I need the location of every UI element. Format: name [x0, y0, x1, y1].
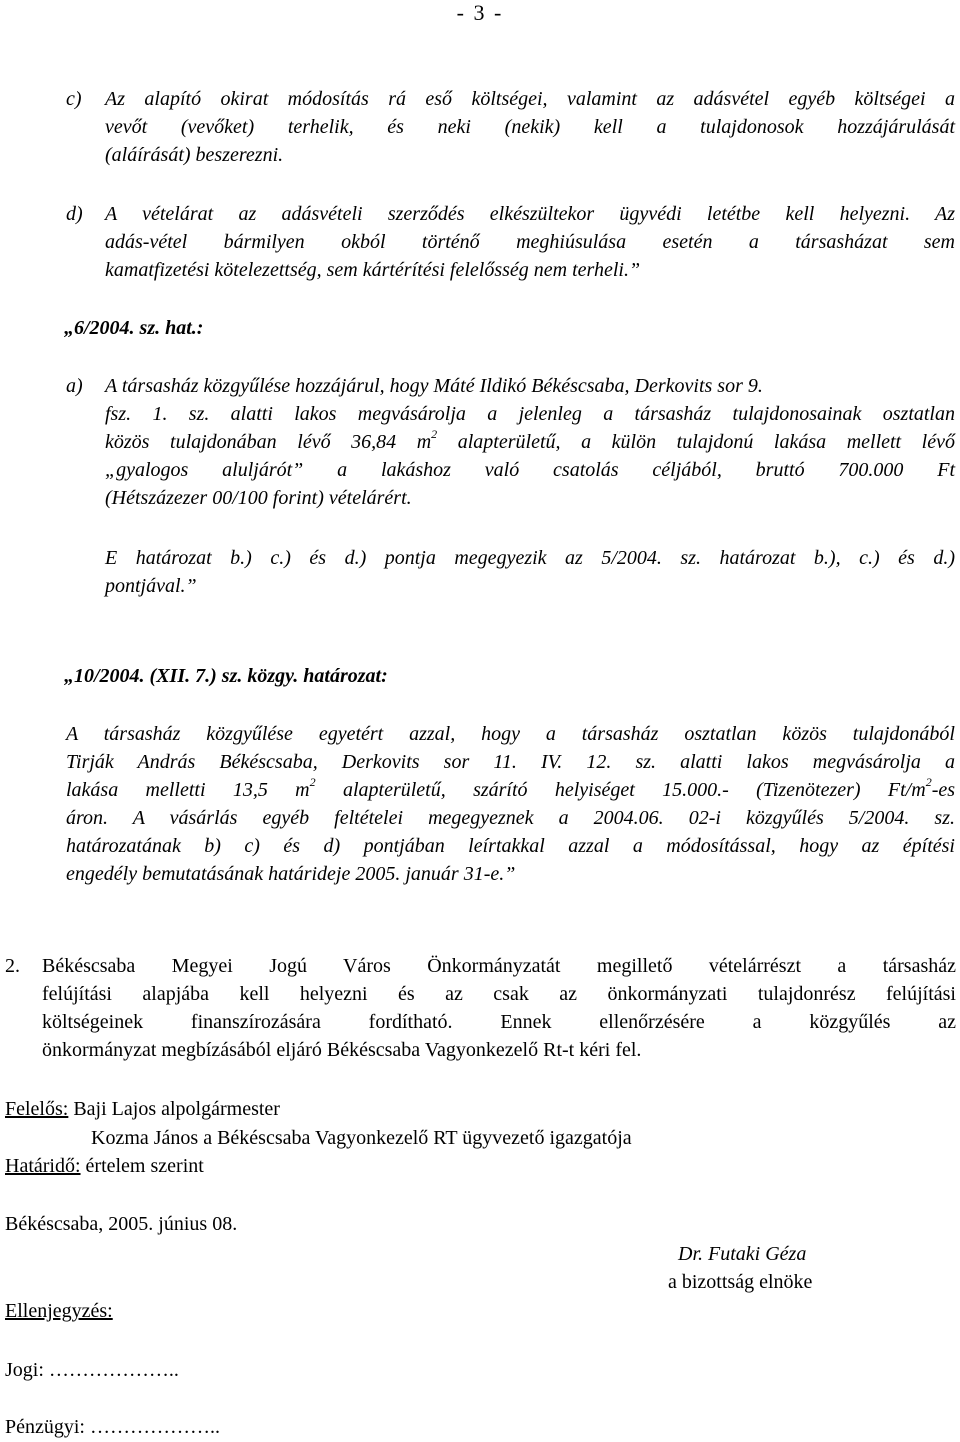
res6-item-a-label: a)	[66, 375, 83, 397]
res10-line-2: Tirják András Békéscsaba, Derkovits sor 11. IV. 12. sz. alatti lakos megvásárolja a	[66, 751, 955, 773]
page-number: - 3 -	[456, 0, 504, 25]
responsible-line	[5, 1095, 280, 1123]
res10-line-3: lakása melletti 13,5 $m^2$ alapterületű, szárító helyiséget 15.000.- (Tizenötezer) $Ft/m^2-es$	[66, 775, 956, 801]
item-d-line-2: adás-vétel bármilyen okból történő meghiúsulása esetén a társasházat sem	[105, 231, 955, 253]
point-2-line-3: költségeinek finanszírozására fordítható. Ennek ellenőrzésére a közgyűlés az	[42, 1011, 956, 1033]
place-date: Békéscsaba, 2005. június 08.	[5, 1213, 238, 1235]
deadline-line	[5, 1152, 204, 1180]
res6-e-text	[105, 544, 955, 600]
deadline-label: Határidő:	[5, 1155, 81, 1177]
responsible-name-1: Baji Lajos alpolgármester	[68, 1098, 280, 1120]
res10-line-6: engedély bemutatásának határideje 2005. január 31-e.”	[66, 863, 516, 885]
res6-a-line-1: A társasház közgyűlése hozzájárul, hogy Máté Ildikó Békéscsaba, Derkovits sor 9.	[105, 375, 763, 397]
item-c-line-3: (aláírását) beszerezni.	[105, 144, 284, 166]
res6-a-line-3: közös tulajdonában lévő 36,84 $m^2$ alapterületű, a külön tulajdonú lakása mellett lévő	[105, 427, 955, 453]
item-c-text	[105, 85, 955, 169]
countersign-label: Ellenjegyzés:	[5, 1300, 113, 1322]
point-2-line-1: Békéscsaba Megyei Jogú Város Önkormányzatát megillető vételárrészt a társasház	[42, 955, 956, 977]
item-c-line-1: Az alapító okirat módosítás rá eső költségei, valamint az adásvétel egyéb költségei a	[105, 88, 955, 110]
resolution-10-heading: „10/2004. (XII. 7.) sz. közgy. határozat:	[64, 665, 388, 687]
res6-item-a-text	[105, 372, 955, 512]
res6-a-line-4: „gyalogos aluljárót” a lakáshoz való csatolás céljából, bruttó 700.000 Ft	[105, 459, 955, 481]
point-2-line-4: önkormányzat megbízásából eljáró Békéscsaba Vagyonkezelő Rt-t kéri fel.	[42, 1039, 642, 1061]
res6-e-line-2: pontjával.”	[105, 575, 197, 597]
point-2-text	[42, 952, 956, 1064]
financial-countersign: Pénzügyi: ………………..	[5, 1416, 220, 1438]
item-d-line-3: kamatfizetési kötelezettség, sem kártérítési felelősség nem terheli.”	[105, 259, 641, 281]
item-d-text	[105, 200, 955, 284]
res6-a-line-5: (Hétszázezer 00/100 forint) vételárért.	[105, 487, 412, 509]
res6-e-line-1: E határozat b.) c.) és d.) pontja megegyezik az 5/2004. sz. határozat b.), c.) és d.)	[105, 547, 955, 569]
legal-countersign: Jogi: ………………..	[5, 1359, 179, 1381]
res10-text	[66, 720, 955, 888]
item-c-label: c)	[66, 88, 82, 110]
point-2-line-2: felújítási alapjába kell helyezni és az csak az önkormányzati tulajdonrész felújítási	[42, 983, 956, 1005]
res10-line-4: áron. A vásárlás egyéb feltételei megegyeznek a 2004.06. 02-i közgyűlés 5/2004. sz.	[66, 807, 955, 829]
point-2-number: 2.	[5, 955, 20, 977]
signatory-name: Dr. Futaki Géza	[678, 1243, 807, 1265]
res10-line-5: határozatának b) c) és d) pontjában leírtakkal azzal a módosítással, hogy az építési	[66, 835, 955, 857]
resolution-6-heading: „6/2004. sz. hat.:	[64, 317, 204, 339]
responsible-name-2: Kozma János a Békéscsaba Vagyonkezelő RT ügyvezető igazgatója	[91, 1127, 632, 1149]
item-d-line-1: A vételárat az adásvételi szerződés elkészültekor ügyvédi letétbe kell helyezni. Az	[105, 203, 955, 225]
item-c-line-2: vevőt (vevőket) terhelik, és neki (nekik) kell a tulajdonosok hozzájárulását	[105, 116, 955, 138]
responsible-label: Felelős:	[5, 1098, 69, 1120]
res6-a-line-2: fsz. 1. sz. alatti lakos megvásárolja a jelenleg a társasház tulajdonosainak osztatlan	[105, 403, 955, 425]
signatory-title: a bizottság elnöke	[668, 1271, 813, 1293]
deadline-value: értelem szerint	[80, 1155, 204, 1177]
res10-line-1: A társasház közgyűlése egyetért azzal, hogy a társasház osztatlan közös tulajdonából	[66, 723, 955, 745]
item-d-label: d)	[66, 203, 83, 225]
